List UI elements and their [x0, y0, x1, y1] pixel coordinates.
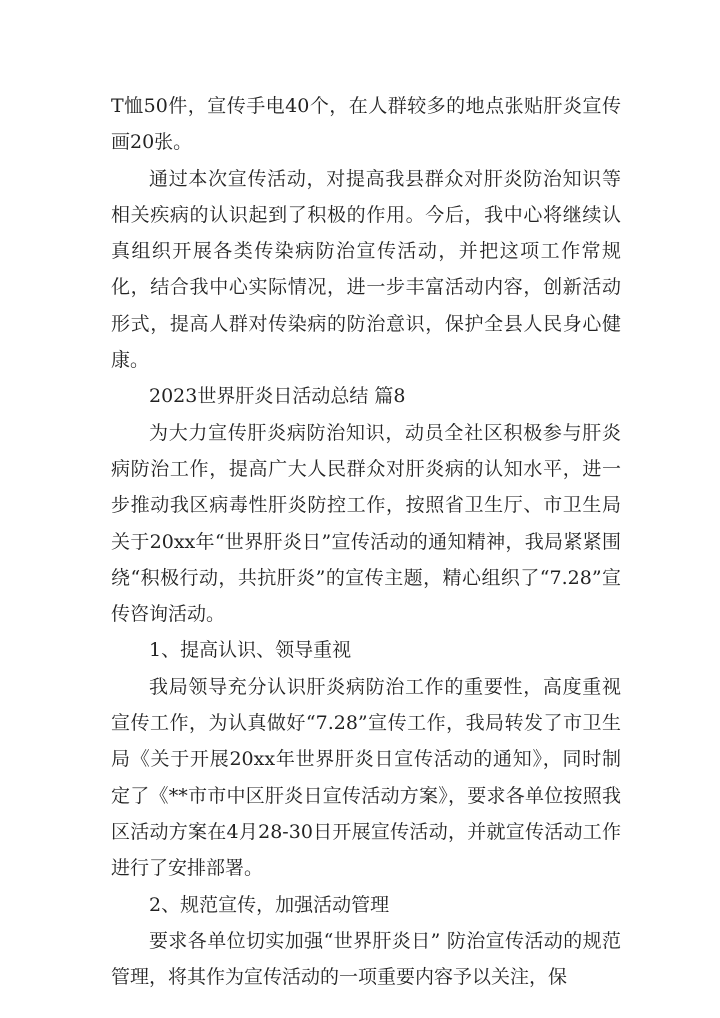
paragraph-continuation: T恤50件，宣传手电40个，在人群较多的地点张贴肝炎宣传画20张。: [111, 95, 621, 154]
paragraph-management: 要求各单位切实加强“世界肝炎日” 防治宣传活动的规范管理，将其作为宣传活动的一项重要内容予以关注，保: [111, 929, 621, 989]
paragraph-leadership: 我局领导充分认识肝炎病防治工作的重要性，高度重视宣传工作，为认真做好“7.28”宣传工作，我局转发了市卫生局《关于开展20xx年世界肝炎日宣传活动的通知》，同时制定了《**市市中区肝炎日宣传活动方案》，要求各单位按照我区活动方案在4月28-30日开展宣传活动，并就宣传活动工作进行了安排部署。: [111, 675, 621, 880]
subheading-2: 2、规范宣传，加强活动管理: [149, 893, 390, 916]
subheading-1: 1、提高认识、领导重视: [149, 639, 352, 662]
document-body: [111, 88, 621, 995]
paragraph-intro: 为大力宣传肝炎病防治知识，动员全社区积极参与肝炎病防治工作，提高广大人民群众对肝炎病的认知水平，进一步推动我区病毒性肝炎防控工作，按照省卫生厅、市卫生局关于20xx年“世界肝炎日”宣传活动的通知精神，我局紧紧围绕“积极行动，共抗肝炎”的宣传主题，精心组织了“7.28”宣传咨询活动。: [111, 421, 621, 626]
paragraph-summary: 通过本次宣传活动，对提高我县群众对肝炎防治知识等相关疾病的认识起到了积极的作用。今后，我中心将继续认真组织开展各类传染病防治宣传活动，并把这项工作常规化，结合我中心实际情况，进一步丰富活动内容，创新活动形式，提高人群对传染病的防治意识，保护全县人民身心健康。: [111, 167, 621, 372]
section-heading: 2023世界肝炎日活动总结 篇8: [149, 385, 406, 408]
